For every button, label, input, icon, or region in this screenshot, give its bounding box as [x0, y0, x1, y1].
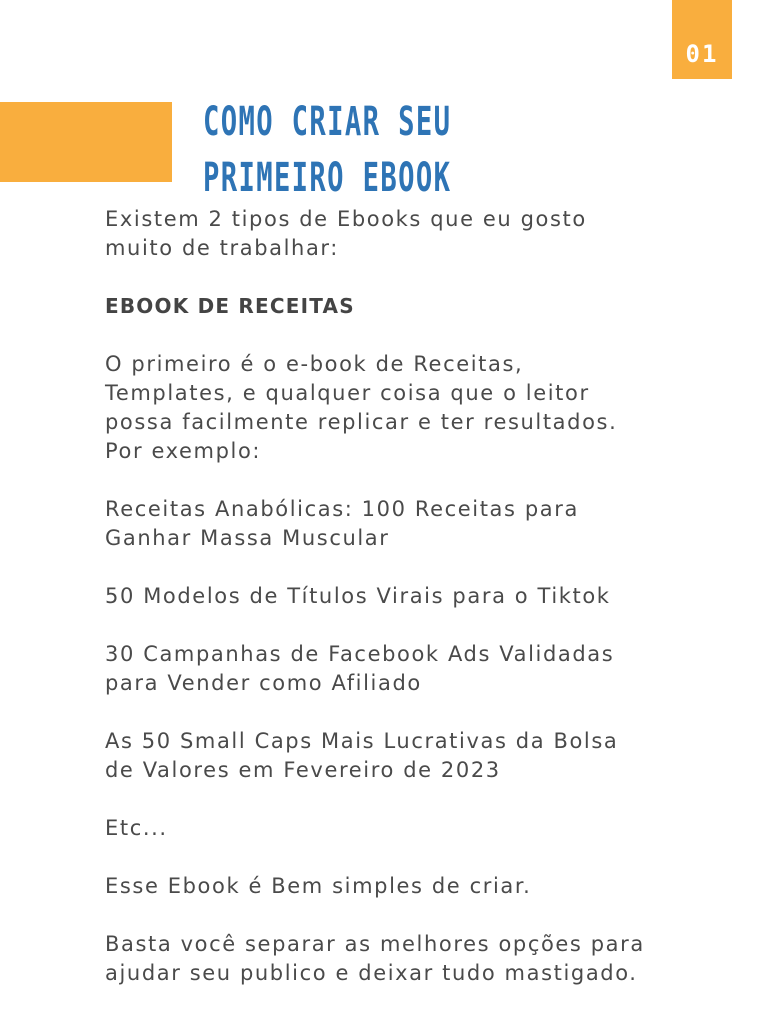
intro-line-2: muito de trabalhar:	[105, 236, 339, 260]
example-1-line-1: Receitas Anabólicas: 100 Receitas para	[105, 497, 579, 521]
description-paragraph	[105, 350, 705, 466]
body-content	[105, 205, 705, 988]
closing-paragraph	[105, 930, 705, 988]
intro-line-1: Existem 2 tipos de Ebooks que eu gosto	[105, 207, 587, 231]
intro-paragraph	[105, 205, 705, 263]
description-line-1: O primeiro é o e-book de Receitas,	[105, 352, 524, 376]
description-line-3: possa facilmente replicar e ter resultados.	[105, 410, 618, 434]
example-3-line-1: 30 Campanhas de Facebook Ads Validadas	[105, 642, 615, 666]
example-item	[105, 640, 705, 698]
page-title	[203, 94, 451, 206]
example-item	[105, 582, 705, 611]
section-heading: EBOOK DE RECEITAS	[105, 294, 355, 318]
example-2-line-1: 50 Modelos de Títulos Virais para o Tiktok	[105, 584, 611, 608]
page-number: 01	[685, 40, 719, 68]
example-4-line-1: As 50 Small Caps Mais Lucrativas da Bolsa	[105, 729, 619, 753]
example-4-line-2: de Valores em Fevereiro de 2023	[105, 758, 501, 782]
description-line-2: Templates, e qualquer coisa que o leitor	[105, 381, 590, 405]
description-line-4: Por exemplo:	[105, 439, 262, 463]
etc-text: Etc...	[105, 816, 168, 840]
example-3-line-2: para Vender como Afiliado	[105, 671, 422, 695]
example-1-line-2: Ganhar Massa Muscular	[105, 526, 390, 550]
simple-note: Esse Ebook é Bem simples de criar.	[105, 874, 532, 898]
closing-line-2: ajudar seu publico e deixar tudo mastigado.	[105, 961, 638, 985]
title-line-2: PRIMEIRO EBOOK	[203, 155, 452, 201]
example-item	[105, 727, 705, 785]
page-number-badge	[672, 0, 732, 79]
closing-line-1: Basta você separar as melhores opções para	[105, 932, 645, 956]
title-line-1: COMO CRIAR SEU	[203, 99, 452, 145]
decorative-accent-bar	[0, 102, 172, 182]
example-item	[105, 495, 705, 553]
